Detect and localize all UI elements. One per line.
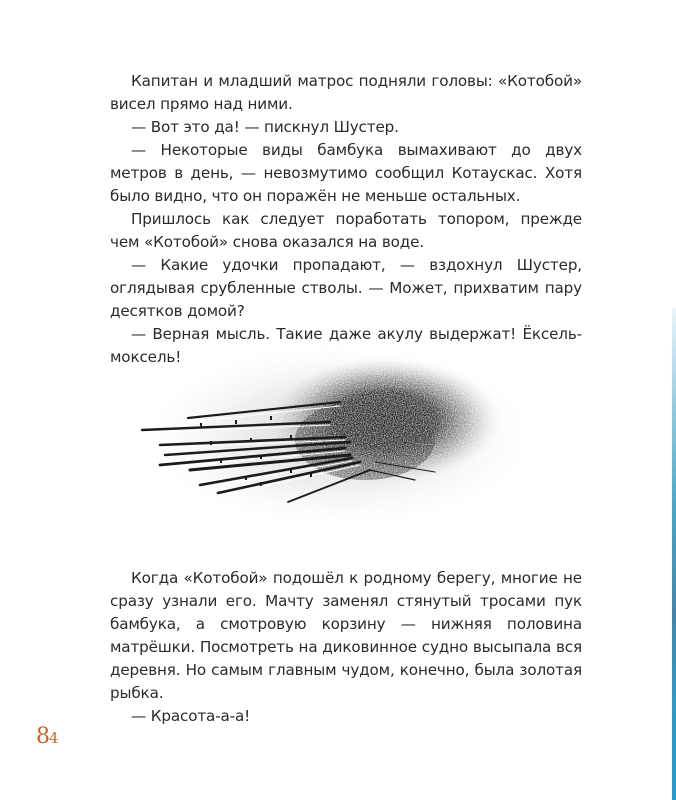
- paragraph: — Вот это да! — пискнул Шустер.: [131, 118, 399, 136]
- text-block-bottom: [110, 567, 582, 728]
- paragraph: — Красота-а-а!: [131, 707, 251, 725]
- page-number: [36, 724, 58, 749]
- bamboo-splatter-icon: [140, 330, 520, 530]
- paragraph: — Верная мысль. Такие даже акулу выдержат! Ёксель-моксель!: [110, 325, 582, 366]
- page-edge-strip: [672, 308, 676, 800]
- paragraph: Капитан и младший матрос подняли головы: «Котобой» висел прямо над ними.: [110, 72, 582, 113]
- text-block-top: [110, 70, 582, 369]
- page-number-main: 8: [36, 724, 49, 749]
- paragraph: Когда «Котобой» подошёл к родному берегу, многие не сразу узнали его. Мачту заменял стянутый тросами пук бамбука, а смотровую корзину — нижняя половина матрёшки. Посмотреть на диковинное судно высыпала вся деревня. Но самым главным чудом, конечно, была золотая рыбка.: [110, 569, 582, 702]
- page-number-small: 4: [49, 729, 58, 747]
- paragraph: — Некоторые виды бамбука вымахивают до двух метров в день, — невозмутимо сообщил Котаускас. Хотя было видно, что он поражён не меньше остальных.: [110, 141, 582, 205]
- bamboo-illustration: [140, 330, 520, 530]
- paragraph: Пришлось как следует поработать топором, прежде чем «Котобой» снова оказался на воде.: [110, 210, 582, 251]
- paragraph: — Какие удочки пропадают, — вздохнул Шустер, оглядывая срубленные стволы. — Может, прихватим пару десятков домой?: [110, 256, 582, 320]
